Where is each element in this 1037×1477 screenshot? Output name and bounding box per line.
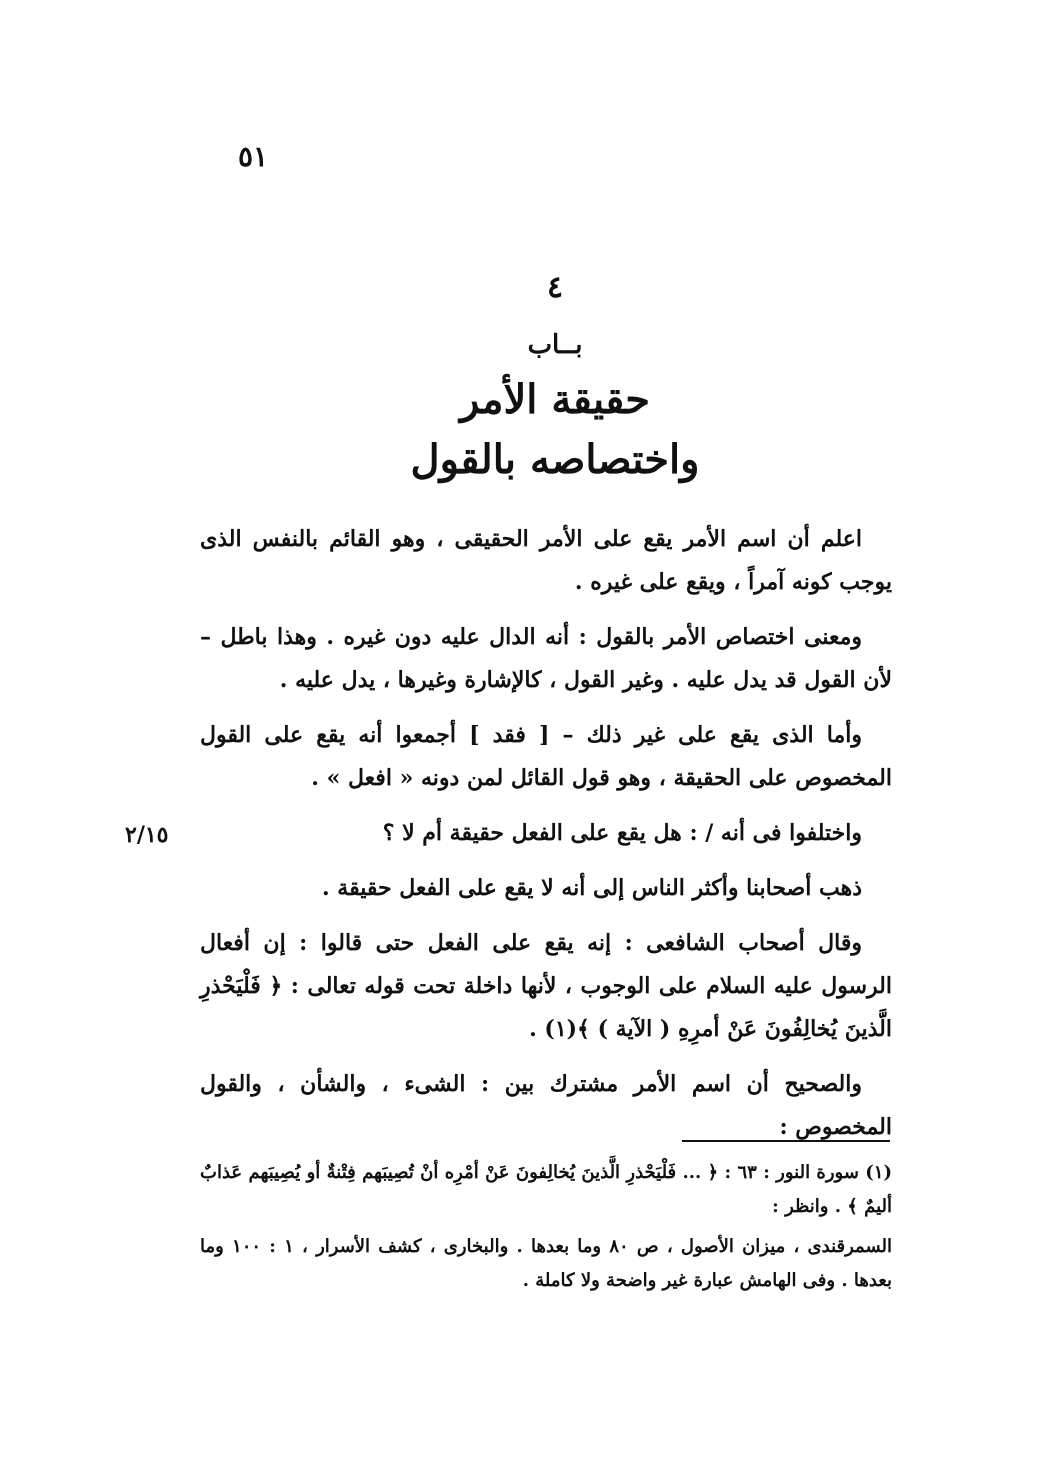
paragraph-1: اعلم أن اسم الأمر يقع على الأمر الحقيقى ، وهو القائم بالنفس الذى يوجب كونه آمراً ، ويقع على غيره . [200, 526, 892, 595]
main-text [200, 518, 892, 1161]
footnote-1: (١) سورة النور : ٦٣ : ﴿ ... فَلْيَحْذرِ الَّذينَ يُخالِفونَ عَنْ أمْرِه أنْ تُصِيبَهم فِتْنةٌ أو يُصِيبَهم عَذابٌ أليمٌ ﴾ . وانظر : [200, 1162, 892, 1217]
chapter-title-line-1: حقيقة الأمر [459, 376, 651, 423]
paragraph-2: ومعنى اختصاص الأمر بالقول : أنه الدال عليه دون غيره . وهذا باطل – لأن القول قد يدل عليه . وغير القول ، كالإشارة وغيرها ، يدل عليه . [200, 624, 892, 693]
footnote-2: السمرقندى ، ميزان الأصول ، ص ٨٠ وما بعدها . والبخارى ، كشف الأسرار ، ١ : ١٠٠ وما بعدها . وفى الهامش عبارة غير واضحة ولا كاملة . [200, 1236, 893, 1291]
paragraph-7: والصحيح أن اسم الأمر مشترك بين : الشىء ، والشأن ، والقول المخصوص : [200, 1071, 892, 1140]
footnote-separator [682, 1140, 890, 1142]
paragraph-6: وقال أصحاب الشافعى : إنه يقع على الفعل حتى قالوا : إن أفعال الرسول عليه السلام على الوجوب ، لأنها داخلة تحت قوله تعالى : ﴿ فَلْيَحْذرِ الَّذينَ يُخالِفُونَ عَنْ أمرِهِ ( الآية ) ﴾(١) . [200, 930, 892, 1042]
chapter-number: ٤ [546, 270, 564, 305]
chapter-label: بــاب [527, 330, 583, 360]
chapter-title-line-2: واختصاصه بالقول [410, 436, 700, 483]
page-number: ٥١ [238, 140, 269, 173]
paragraph-3: وأما الذى يقع على غير ذلك – [ فقد ] أجمعوا أنه يقع على القول المخصوص على الحقيقة ، وهو قول القائل لمن دونه « افعل » . [200, 722, 892, 791]
paragraph-4: واختلفوا فى أنه / : هل يقع على الفعل حقيقة أم لا ؟ [382, 820, 862, 846]
footnotes [200, 1156, 892, 1304]
margin-note: ٢/١٥ [125, 822, 169, 848]
paragraph-5: ذهب أصحابنا وأكثر الناس إلى أنه لا يقع على الفعل حقيقة . [321, 875, 862, 901]
